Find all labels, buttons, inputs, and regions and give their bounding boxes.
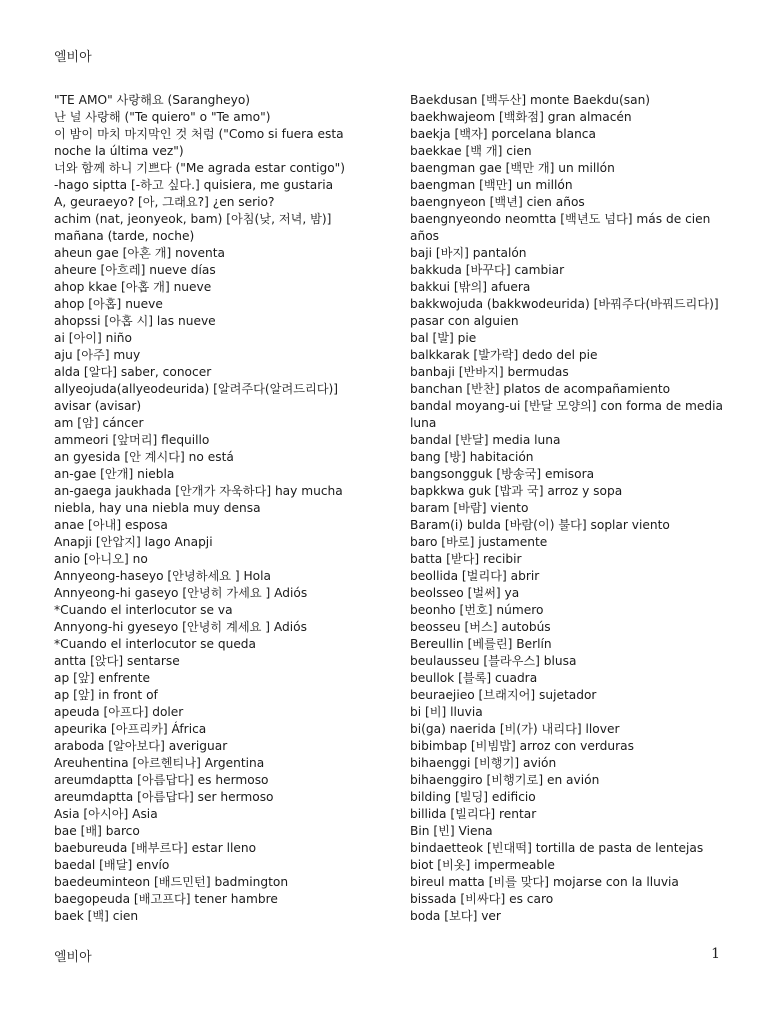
- dictionary-entry: *Cuando el interlocutor se va: [54, 603, 233, 617]
- dictionary-entry: am [암] cáncer: [54, 416, 144, 430]
- dictionary-entry: baek [백] cien: [54, 909, 139, 923]
- dictionary-entry: bireul matta [비를 맞다] mojarse con la lluvia: [410, 875, 679, 889]
- dictionary-entry: baedeuminteon [배드민턴] badmington: [54, 875, 289, 889]
- dictionary-entry: Annyeong-hi gaseyo [안녕히 가세요 ] Adiós: [54, 586, 308, 600]
- dictionary-entry: ahop kkae [아홉 개] nueve: [54, 280, 212, 294]
- dictionary-entry: 이 밤이 마치 마지막인 것 처럼 ("Como si fuera esta noche la última vez"): [54, 127, 344, 158]
- dictionary-entry: bibimbap [비빔밥] arroz con verduras: [410, 739, 634, 753]
- dictionary-entry: bakkui [밖의] afuera: [410, 280, 531, 294]
- dictionary-entry: Baram(i) bulda [바람(이) 불다] soplar viento: [410, 518, 670, 532]
- dictionary-entry: Anapji [안압지] lago Anapji: [54, 535, 213, 549]
- dictionary-entry: allyeojuda(allyeodeurida) [알려주다(알려드리다)] avisar (avisar): [54, 382, 339, 413]
- dictionary-entry: Annyong-hi gyeseyo [안녕히 계세요 ] Adiós: [54, 620, 307, 634]
- dictionary-entry: beuraejieo [브래지어] sujetador: [410, 688, 597, 702]
- dictionary-entry: bi [비] lluvia: [410, 705, 483, 719]
- page-footer: 엘비아: [54, 950, 92, 965]
- dictionary-entry: apeuda [아프다] doler: [54, 705, 184, 719]
- dictionary-entry: an-gaega jaukhada [안개가 자욱하다] hay mucha niebla, hay una niebla muy densa: [54, 484, 343, 515]
- dictionary-entry: ahopssi [아홉 시] las nueve: [54, 314, 216, 328]
- left-column: [54, 92, 374, 925]
- dictionary-entry: baji [바지] pantalón: [410, 246, 527, 260]
- dictionary-entry: Areuhentina [아르헨티나] Argentina: [54, 756, 265, 770]
- dictionary-entry: aju [아주] muy: [54, 348, 141, 362]
- dictionary-entry: baram [바람] viento: [410, 501, 529, 515]
- dictionary-entry: baro [바로] justamente: [410, 535, 548, 549]
- dictionary-entry: an gyesida [안 계시다] no está: [54, 450, 234, 464]
- dictionary-entry: bang [방] habitación: [410, 450, 534, 464]
- right-column: [410, 92, 740, 925]
- dictionary-entry: banbaji [반바지] bermudas: [410, 365, 569, 379]
- dictionary-entry: aheure [아흐레] nueve días: [54, 263, 216, 277]
- dictionary-entry: beollida [벌리다] abrir: [410, 569, 540, 583]
- dictionary-entry: baengman gae [백만 개] un millón: [410, 161, 615, 175]
- dictionary-entry: "TE AMO" 사랑해요 (Sarangheyo): [54, 93, 251, 107]
- dictionary-entry: bae [배] barco: [54, 824, 140, 838]
- dictionary-entry: bandal [반달] media luna: [410, 433, 561, 447]
- dictionary-entry: batta [받다] recibir: [410, 552, 522, 566]
- dictionary-entry: alda [알다] saber, conocer: [54, 365, 212, 379]
- dictionary-entry: balkkarak [발가락] dedo del pie: [410, 348, 598, 362]
- dictionary-entry: bakkwojuda (bakkwodeurida) [바꿔주다(바꿔드리다)] pasar con alguien: [410, 297, 719, 328]
- dictionary-entry: bandal moyang-ui [반달 모양의] con forma de media luna: [410, 399, 723, 430]
- dictionary-entry: Asia [아시아] Asia: [54, 807, 158, 821]
- dictionary-entry: ap [앞] enfrente: [54, 671, 150, 685]
- dictionary-entry: A, geuraeyo? [아, 그래요?] ¿en serio?: [54, 195, 275, 209]
- page-header: 엘비아: [54, 50, 92, 65]
- dictionary-entry: beosseu [버스] autobús: [410, 620, 551, 634]
- dictionary-entry: 너와 함께 하니 기쁘다 ("Me agrada estar contigo"): [54, 161, 346, 175]
- dictionary-entry: billida [빌리다] rentar: [410, 807, 537, 821]
- dictionary-entry: an-gae [안개] niebla: [54, 467, 175, 481]
- dictionary-entry: bissada [비싸다] es caro: [410, 892, 554, 906]
- dictionary-entry: ammeori [앞머리] flequillo: [54, 433, 210, 447]
- dictionary-entry: ai [아이] niño: [54, 331, 132, 345]
- dictionary-entry: baekja [백자] porcelana blanca: [410, 127, 596, 141]
- dictionary-entry: apeurika [아프리카] África: [54, 722, 207, 736]
- dictionary-entry: Bin [빈] Viena: [410, 824, 493, 838]
- dictionary-entry: baedal [배달] envío: [54, 858, 170, 872]
- dictionary-entry: bi(ga) naerida [비(가) 내리다] llover: [410, 722, 620, 736]
- dictionary-entry: areumdaptta [아름답다] ser hermoso: [54, 790, 274, 804]
- dictionary-entry: baengnyeon [백년] cien años: [410, 195, 585, 209]
- dictionary-entry: antta [앉다] sentarse: [54, 654, 180, 668]
- dictionary-entry: Annyeong-haseyo [안녕하세요 ] Hola: [54, 569, 271, 583]
- dictionary-entry: boda [보다] ver: [410, 909, 501, 923]
- dictionary-entry: bihaenggiro [비행기로] en avión: [410, 773, 600, 787]
- dictionary-entry: beonho [번호] número: [410, 603, 544, 617]
- dictionary-entry: beolsseo [벌써] ya: [410, 586, 520, 600]
- dictionary-entry: areumdaptta [아름답다] es hermoso: [54, 773, 269, 787]
- dictionary-entry: anae [아내] esposa: [54, 518, 168, 532]
- dictionary-entry: achim (nat, jeonyeok, bam) [아침(낮, 저녁, 밤)] mañana (tarde, noche): [54, 212, 332, 243]
- dictionary-entry: bihaenggi [비행기] avión: [410, 756, 557, 770]
- dictionary-entry: baengnyeondo neomtta [백년도 넘다] más de cien años: [410, 212, 711, 243]
- page-number: 1: [711, 946, 720, 962]
- dictionary-entry: araboda [알아보다] averiguar: [54, 739, 228, 753]
- dictionary-entry: baekkae [백 개] cien: [410, 144, 532, 158]
- dictionary-entry: ap [앞] in front of: [54, 688, 158, 702]
- dictionary-entry: baengman [백만] un millón: [410, 178, 573, 192]
- dictionary-entry: baekhwajeom [백화점] gran almacén: [410, 110, 632, 124]
- dictionary-entry: beullok [블록] cuadra: [410, 671, 538, 685]
- dictionary-entry: Baekdusan [백두산] monte Baekdu(san): [410, 93, 651, 107]
- dictionary-entry: bilding [빌딩] edificio: [410, 790, 536, 804]
- dictionary-entry: ahop [아홉] nueve: [54, 297, 163, 311]
- dictionary-entry: anio [아니오] no: [54, 552, 148, 566]
- dictionary-entry: baegopeuda [배고프다] tener hambre: [54, 892, 278, 906]
- dictionary-entry: aheun gae [아혼 개] noventa: [54, 246, 226, 260]
- dictionary-entry: Bereullin [베를린] Berlín: [410, 637, 552, 651]
- dictionary-entry: bangsongguk [방송국] emisora: [410, 467, 595, 481]
- dictionary-entry: baebureuda [배부르다] estar lleno: [54, 841, 257, 855]
- dictionary-entry: -hago siptta [-하고 싶다.] quisiera, me gustaria: [54, 178, 334, 192]
- dictionary-entry: banchan [반찬] platos de acompañamiento: [410, 382, 671, 396]
- dictionary-entry: biot [비옷] impermeable: [410, 858, 555, 872]
- dictionary-entry: bindaetteok [빈대떡] tortilla de pasta de lentejas: [410, 841, 704, 855]
- dictionary-entry: bakkuda [바꾸다] cambiar: [410, 263, 565, 277]
- dictionary-entry: 난 널 사랑해 ("Te quiero" o "Te amo"): [54, 110, 271, 124]
- dictionary-entry: beulausseu [블라우스] blusa: [410, 654, 577, 668]
- dictionary-entry: bal [발] pie: [410, 331, 477, 345]
- dictionary-entry: *Cuando el interlocutor se queda: [54, 637, 257, 651]
- dictionary-entry: bapkkwa guk [밥과 국] arroz y sopa: [410, 484, 623, 498]
